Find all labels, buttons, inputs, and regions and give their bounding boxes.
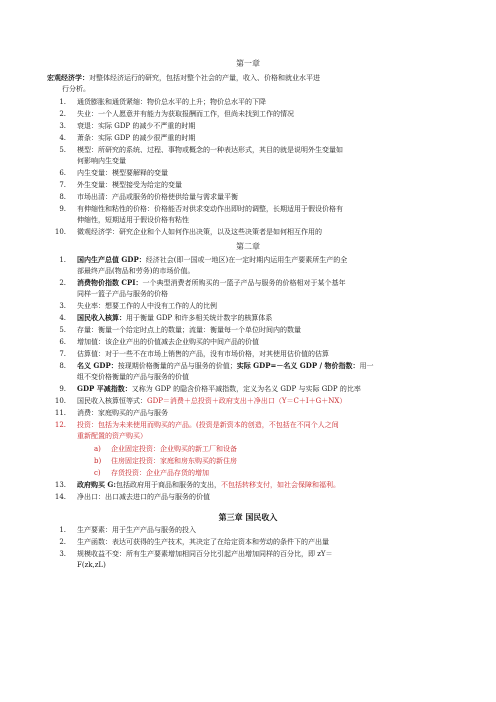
list-item-text: 市场出清：产品或服务的价格使供给量与需求量平衡	[77, 193, 238, 201]
list-item-text: 萧条：实际 GDP 的减少很严重的时期	[77, 134, 196, 142]
chapter-3-title: 第三章 国民收入	[218, 512, 278, 522]
list-item-continuation: 何影响内生变量	[77, 157, 126, 165]
definition-text: 对整体经济运行的研究，包括对整个社会的产量，收入、价格和就业水平进	[89, 74, 320, 82]
list-item-number: 1.	[59, 526, 66, 534]
list-item-continuation: 组不变价格衡量的产品与服务的价值	[77, 373, 189, 381]
chapter-2-title: 第二章	[236, 242, 260, 251]
list-item-text: 通货膨胀和通货紧缩：物价总水平的上升；物价总水平的下降	[77, 98, 266, 106]
list-item-continuation: 重新配置的资产购买）	[77, 432, 147, 440]
list-item-text: 外生变量：模型接受为给定的变量	[77, 181, 182, 189]
list-item-continuation: 同样一篮子产品与服务的价格	[77, 290, 168, 298]
list-item-text: 生产函数：表达可获得的生产技术，其决定了在给定资本和劳动的条件下的产出量	[77, 538, 329, 546]
chapter-1-title: 第一章	[236, 59, 260, 68]
list-item-text: 模型：所研究的系统、过程、事物或概念的一种表达形式，其目的就是说明外生变量如	[77, 146, 343, 154]
definition-continuation: 行分析。	[62, 85, 90, 93]
list-item-number: 9.	[59, 205, 66, 213]
list-item-number: 4.	[59, 134, 66, 142]
list-item-number: 1.	[59, 98, 66, 106]
list-item-text: 内生变量：模型要解释的变量	[77, 169, 168, 177]
list-item-number: 3.	[59, 550, 66, 558]
list-item-continuation: 伸缩性，短期适用于假设价格有粘性	[77, 216, 189, 224]
list-item-text: 衰退：实际 GDP 的减少不严重的时期	[77, 122, 196, 130]
list-item-continuation: 部最终产品(物品和劳务)的市场价值。	[77, 267, 195, 275]
list-item-continuation: F(zk,zL)	[77, 561, 106, 569]
list-item-number: 2.	[59, 538, 66, 546]
list-item-text: 规模收益不变：所有生产要素增加相同百分比引起产出增加同样的百分比，即 zY＝	[77, 550, 333, 558]
list-item-number: 2.	[59, 110, 66, 118]
list-item-text: 有伸缩性和粘性的价格：价格能否对供求变动作出即时的调整，长期适用于假设价格有	[77, 205, 343, 213]
document-page: 第一章 宏观经济学：对整体经济运行的研究，包括对整个社会的产量，收入、价格和就业水平进 行分析。 1. 通货膨胀和通货紧缩：物价总水平的上升；物价总水平的下降 2. 失业：一个人愿意并有能力为获取报酬而工作，但尚未找到工作的情况 3. 衰退：实际 GDP 的减少不严重的时期 4. 萧条：实际 GDP 的减少很严重的时期 5. 模型：所研究的系统、过程、事物或概念的一种表达形式，其目的就是说明外生变量如 何影响内生变量 6. 内生变量：模型要解释的变量 7. 外生变量：模型接受为给定的变量 8. 市场出清：产品或服务的价格使供给量与需求量平衡 9. 有伸缩性和粘性的价格：价格能否对供求变动作出即时的调整，长期适用于假设价格有 伸缩性，短期适用于假设价格有粘性 10. 微观经济学：研究企业和个人如何作出决策，以及这些决策者是如何相互作用的 第二章 1. 国内生产总值 GDP：经济社会(即一国或一地区)在一定时期内运用生产要素所生产的全 部最终产品(物品和劳务)的市场价值。 2. 消费物价指数 CPI：一个典型消费者所购买的一篮子产品与服务的价格相对于某个基年 同样一篮子产品与服务的价格 3. 失业率：想要工作的人中没有工作的人的比例 4. 国民收入核算：用于衡量 GDP 和许多相关统计数字的核算体系 5. 存量：衡量一个给定时点上的数量；流量：衡量每一个单位时间内的数量 6. 增加值：该企业产出的价值减去企业购买的中间产品的价值 7. 估算值：对于一些不在市场上销售的产品，没有市场价格，对其使用估价值的估算 8. 名义 GDP：按现期价格衡量的产品与服务的价值；实际 GDP=－名义 GDP / 物价指数：用一 组不变价格衡量的产品与服务的价值 9. GDP 平减指数：又称为 GDP 的隐含价格平减指数，定义为名义 GDP 与实际 GDP 的比率 10. 国民收入核算恒等式：GDP＝消费＋总投资＋政府支出＋净出口（Y＝C＋I＋G＋NX） 11. 消费：家庭购买的产品与服务 12. 投资：包括为未来使用而购买的产品。(投资是新资本的创造，不包括在不同个人之间 重新配置的资产购买） a) 企业固定投资：企业购买的新工厂和设备 b) 住房固定投资：家庭和房东购买的新住房 c) 存货投资：企业产品存货的增加 13. 政府购买 G:包括政府用于商品和服务的支出，不包括转移支付，如社会保障和福利。 14. 净出口：出口减去进口的产品与服务的价值 第三章 国民收入 1. 生产要素：用于生产产品与服务的投入 2. 生产函数：表达可获得的生产技术，其决定了在给定资本和劳动的条件下的产出量 3. 规模收益不变：所有生产要素增加相同百分比引起产出增加同样的百分比，即 zY＝ F(zk,zL)	[0, 0, 496, 702]
list-item-text: 生产要素：用于生产产品与服务的投入	[77, 526, 196, 534]
list-item-text: 微观经济学：研究企业和个人如何作出决策，以及这些决策者是如何相互作用的	[77, 228, 322, 236]
list-item-number: 7.	[59, 181, 66, 189]
list-item-number: 5.	[59, 146, 66, 154]
list-item-number: 3.	[59, 122, 66, 130]
macroeconomics-definition	[47, 73, 320, 83]
definition-term: 宏观经济学：	[47, 73, 89, 82]
list-item-text: 失业：一个人愿意并有能力为获取报酬而工作，但尚未找到工作的情况	[77, 110, 294, 118]
list-item-number: 6.	[59, 169, 66, 177]
list-item-number: 8.	[59, 193, 66, 201]
list-item-number: 10.	[54, 228, 66, 236]
